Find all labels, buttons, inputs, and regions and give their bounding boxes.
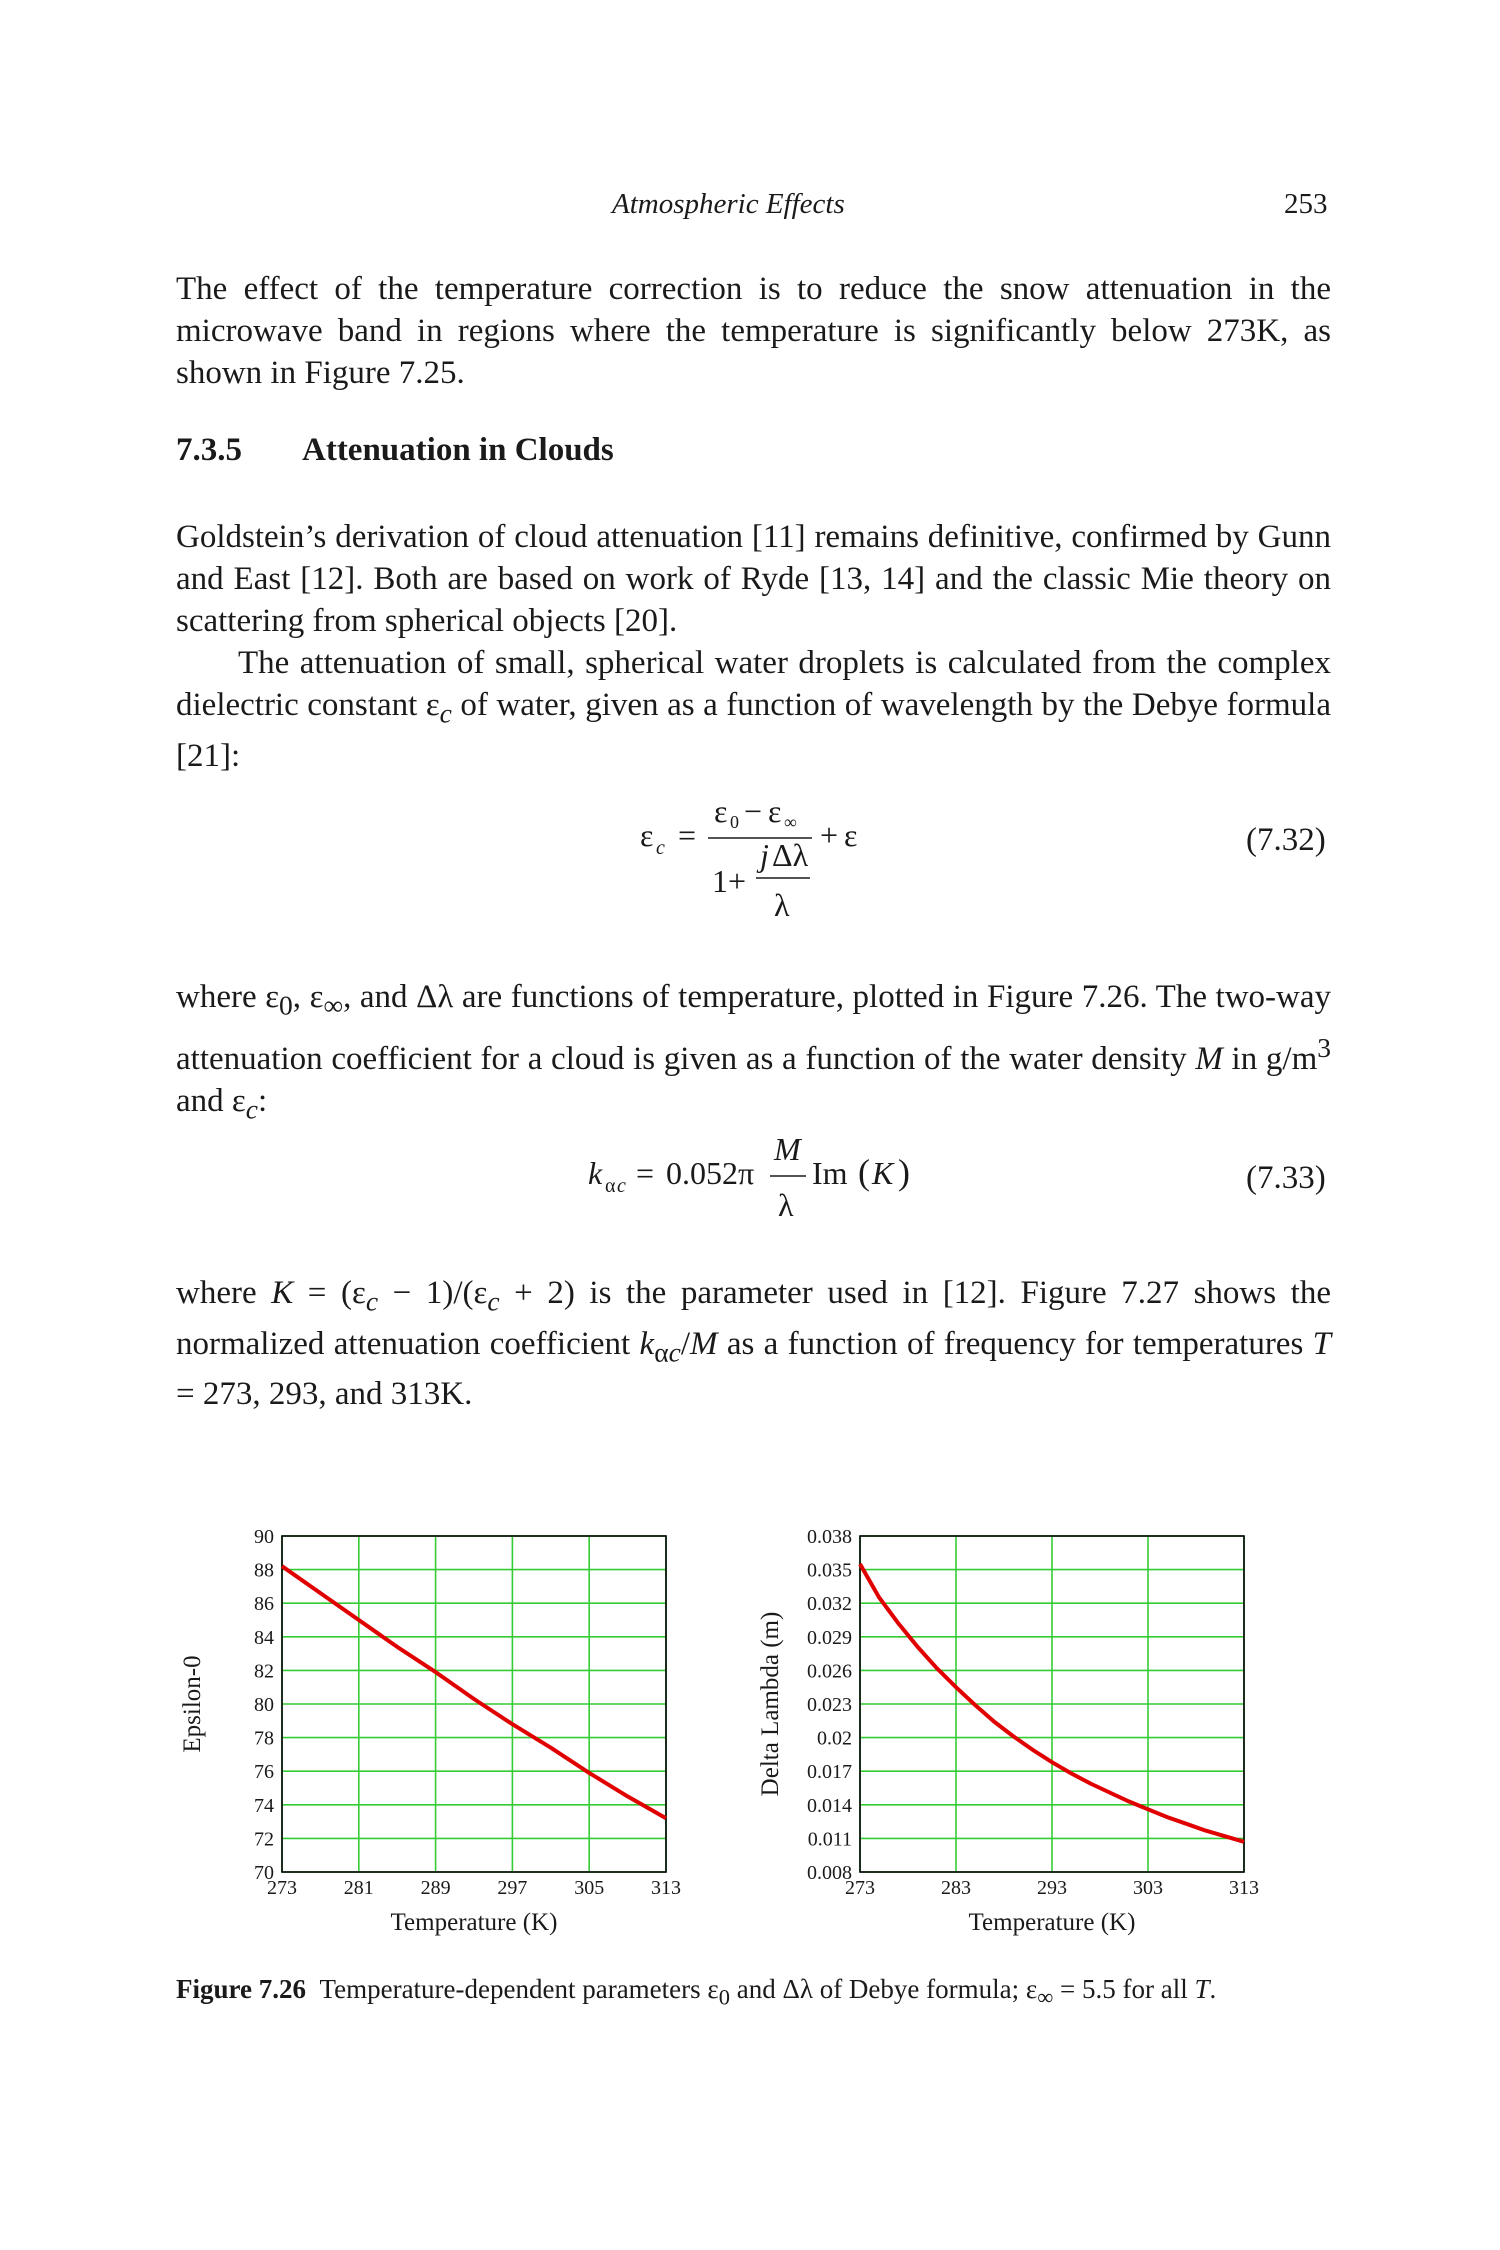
- svg-text:−: −: [744, 793, 763, 829]
- svg-text:ε: ε: [640, 817, 654, 853]
- svg-text:j: j: [760, 837, 769, 873]
- y-tick-label: 0.017: [807, 1761, 852, 1784]
- svg-text:=: =: [636, 1155, 655, 1191]
- x-tick-label: 313: [1229, 1877, 1259, 1899]
- svg-text:c: c: [656, 837, 665, 859]
- y-tick-label: 72: [254, 1828, 274, 1851]
- section-number: 7.3.5: [176, 432, 242, 468]
- x-tick-label: 289: [420, 1877, 451, 1899]
- where-temperature-paragraph: where $\varepsilon_0$, $\varepsilon_\infty$, and Δλ are functions of temperature, plotted in Figure 7.26. The two-way attenuation coefficient for a cloud is given as a function of the water density M in $g/m^3$ and $\varepsilon_c$:: [176, 979, 1331, 1125]
- intro-paragraph: The effect of the temperature correction is to reduce the snow attenuation in the microwave band in regions where the temperature is significantly below 273K, as shown in Figure 7.25.: [176, 271, 1331, 391]
- x-tick-label: 273: [267, 1877, 297, 1899]
- y-tick-label: 0.026: [807, 1660, 852, 1683]
- debye-paragraph: The attenuation of small, spherical water droplets is calculated from the complex dielectric constant $\varepsilon_c$ of water, given as a function of wavelength by the Debye formula [21]:: [176, 645, 1331, 774]
- x-axis-label: Temperature (K): [968, 1909, 1136, 1936]
- y-tick-label: 90: [254, 1526, 274, 1548]
- y-tick-label: 0.011: [807, 1828, 852, 1851]
- svg-text:=: =: [678, 817, 697, 853]
- where-k-paragraph: where $K = (\varepsilon_c - 1)/(\varepsilon_c + 2)$ is the parameter used in [12]. Figure 7.27 shows the normalized attenuation coefficient $k_{\alpha c}/M$ as a function of frequency for temperatures T = 273, 293, and 313K.: [176, 1275, 1331, 1413]
- svg-text:): ): [898, 1152, 910, 1192]
- equation-7-32-number: (7.32): [1246, 822, 1326, 858]
- y-tick-label: 78: [254, 1727, 274, 1750]
- page-number: 253: [1284, 188, 1328, 220]
- y-tick-label: 0.008: [807, 1862, 852, 1884]
- y-tick-label: 0.023: [807, 1694, 852, 1716]
- x-axis-label: Temperature (K): [390, 1909, 558, 1936]
- section-heading: [176, 432, 614, 469]
- y-tick-label: 74: [254, 1794, 274, 1817]
- running-title: Atmospheric Effects: [612, 188, 845, 220]
- y-axis-label: Epsilon-0: [179, 1655, 206, 1753]
- equation-7-32: [620, 786, 940, 936]
- svg-text:ε: ε: [768, 793, 782, 829]
- svg-text:+: +: [728, 863, 747, 899]
- y-tick-label: 84: [254, 1626, 274, 1649]
- y-tick-label: 0.014: [807, 1794, 852, 1817]
- caption-label: Figure 7.26: [176, 1974, 306, 2004]
- svg-text:α: α: [605, 1175, 616, 1197]
- y-tick-label: 0.02: [817, 1727, 852, 1750]
- y-tick-label: 88: [254, 1559, 274, 1582]
- svg-text:∞: ∞: [784, 812, 797, 832]
- y-tick-label: 70: [254, 1862, 274, 1884]
- y-tick-label: 0.029: [807, 1626, 852, 1649]
- svg-text:K: K: [872, 1155, 894, 1191]
- eq-733-im: Im: [812, 1155, 848, 1191]
- equation-7-33: [580, 1132, 940, 1242]
- svg-text:λ: λ: [774, 887, 790, 923]
- y-tick-label: 86: [254, 1593, 274, 1616]
- y-tick-label: 0.032: [807, 1593, 852, 1616]
- y-tick-label: 0.038: [807, 1526, 852, 1548]
- x-tick-label: 313: [651, 1877, 681, 1899]
- svg-text:ε: ε: [714, 793, 728, 829]
- svg-text:M: M: [774, 1132, 801, 1167]
- svg-text:k: k: [588, 1155, 603, 1191]
- section-title: Attenuation in Clouds: [302, 432, 614, 468]
- eq-733-coefficient: 0.052π: [666, 1155, 755, 1191]
- delta-lambda-chart: [748, 1520, 1288, 1950]
- svg-text:c: c: [617, 1175, 626, 1197]
- goldstein-paragraph: Goldstein’s derivation of cloud attenuation [11] remains definitive, confirmed by Gunn and East [12]. Both are based on work of Ryde [13, 14] and the classic Mie theory on scattering from spherical objects [20].: [176, 519, 1331, 639]
- x-tick-label: 297: [497, 1877, 528, 1899]
- x-tick-label: 293: [1037, 1877, 1067, 1899]
- x-tick-label: 283: [941, 1877, 971, 1899]
- equation-7-33-number: (7.33): [1246, 1160, 1326, 1196]
- svg-text:+: +: [820, 817, 839, 853]
- x-tick-label: 303: [1133, 1877, 1163, 1899]
- y-tick-label: 82: [254, 1660, 274, 1683]
- x-tick-label: 281: [343, 1877, 374, 1899]
- svg-text:(: (: [858, 1152, 870, 1192]
- svg-text:Δλ: Δλ: [772, 837, 809, 873]
- x-tick-label: 305: [574, 1877, 605, 1899]
- y-axis-label: Delta Lambda (m): [757, 1611, 784, 1797]
- y-tick-label: 76: [254, 1761, 274, 1784]
- epsilon-0-chart: [170, 1520, 710, 1950]
- svg-text:λ: λ: [778, 1187, 794, 1223]
- x-tick-label: 273: [845, 1877, 875, 1899]
- y-tick-label: 80: [254, 1694, 274, 1716]
- svg-text:1: 1: [712, 863, 728, 899]
- y-tick-label: 0.035: [807, 1559, 852, 1582]
- figure-caption: Figure 7.26 Temperature-dependent parameters $\varepsilon_0$ and Δλ of Debye formula; $\varepsilon_\infty = 5.5$ for all T.: [176, 1974, 1217, 2010]
- svg-text:ε: ε: [844, 817, 858, 853]
- svg-text:0: 0: [730, 812, 739, 832]
- series-line: [282, 1566, 666, 1818]
